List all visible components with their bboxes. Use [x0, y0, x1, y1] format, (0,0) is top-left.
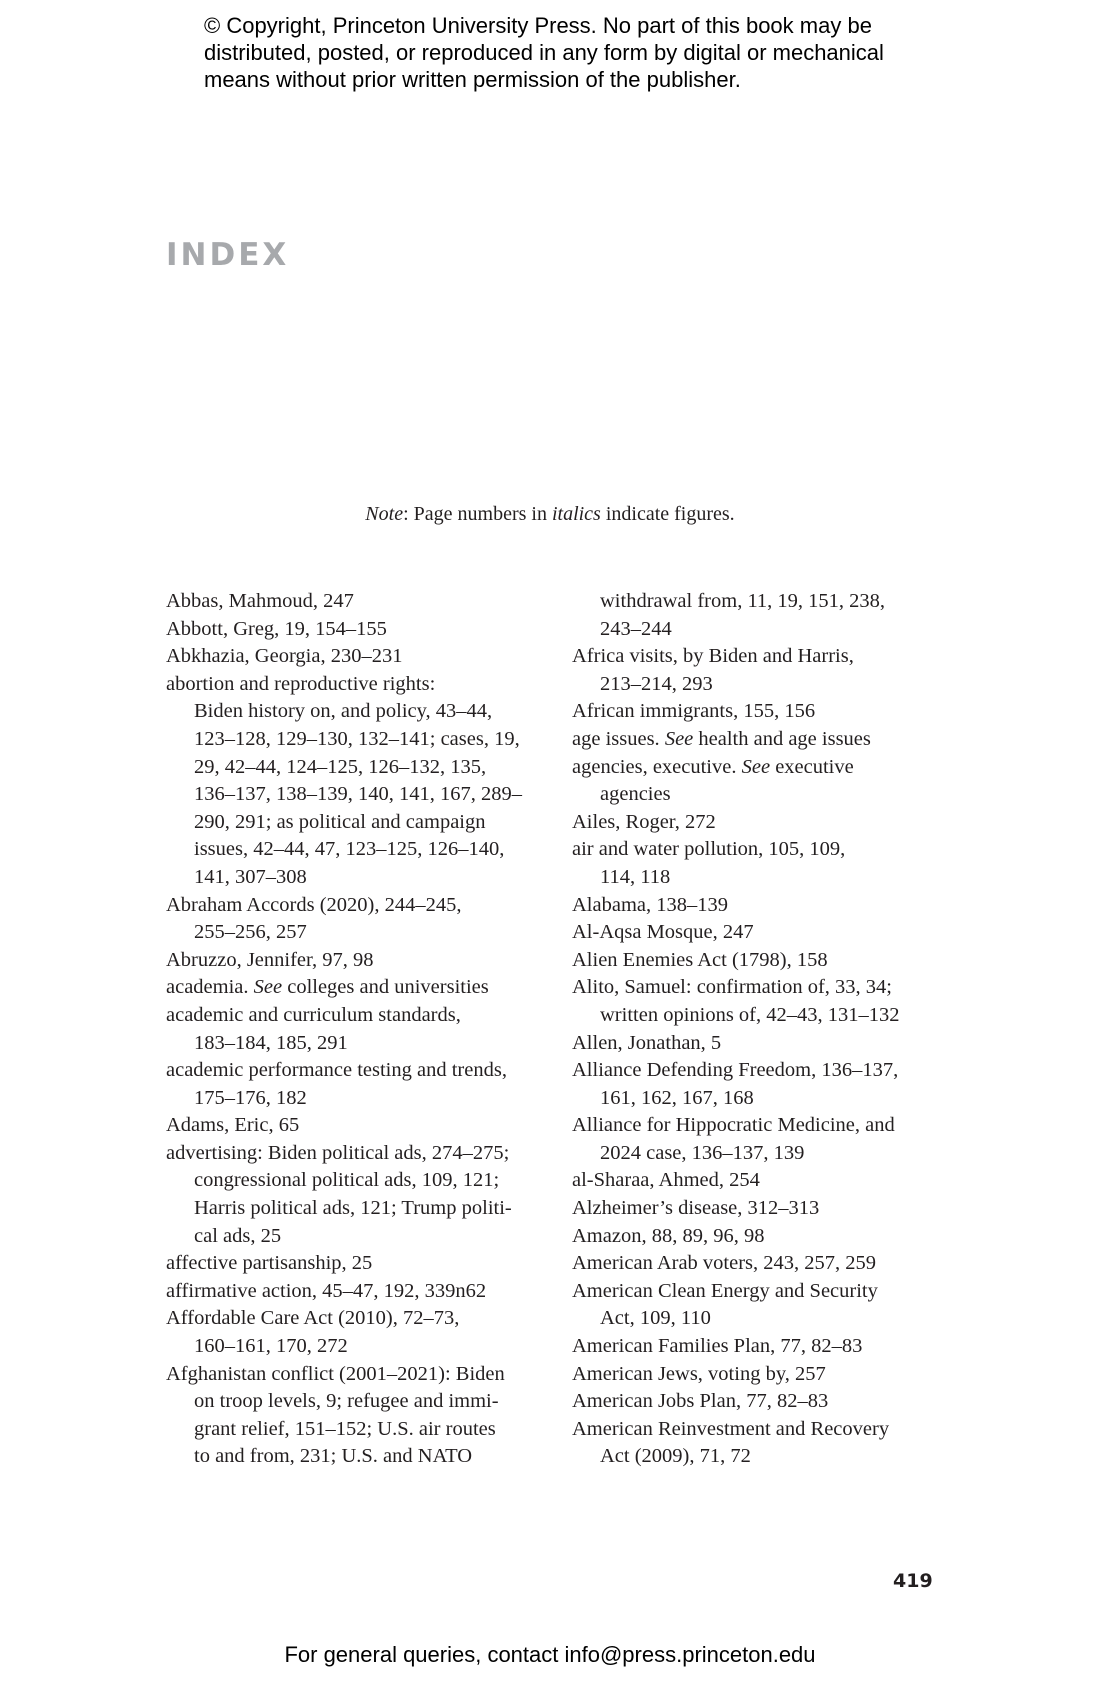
index-line: American Jobs Plan, 77, 82–83: [572, 1390, 829, 1413]
index-line: 29, 42–44, 124–125, 126–132, 135,: [194, 755, 487, 778]
index-line: African immigrants, 155, 156: [572, 700, 816, 723]
index-line: Abbas, Mahmoud, 247: [166, 590, 354, 612]
index-line: 213–214, 293: [600, 672, 713, 695]
index-line: abortion and reproductive rights:: [166, 672, 436, 695]
index-line: Alito, Samuel: confirmation of, 33, 34;: [572, 976, 892, 999]
index-column-left: [166, 588, 566, 1471]
index-line: 290, 291; as political and campaign: [194, 810, 486, 833]
note-text-before: : Page numbers in: [403, 503, 552, 525]
index-line: 141, 307–308: [194, 865, 307, 888]
index-line: Abkhazia, Georgia, 230–231: [166, 645, 403, 668]
index-line: affective partisanship, 25: [166, 1252, 373, 1275]
index-note: [0, 502, 1100, 526]
index-line: agencies, executive. See executive: [572, 755, 854, 778]
index-line: Alliance Defending Freedom, 136–137,: [572, 1059, 899, 1082]
page-number: 419: [893, 1570, 933, 1592]
index-line: Alzheimer’s disease, 312–313: [572, 1197, 820, 1220]
copyright-notice: [204, 12, 924, 93]
index-line: Afghanistan conflict (2001–2021): Biden: [166, 1362, 505, 1385]
index-line: written opinions of, 42–43, 131–132: [600, 1003, 900, 1026]
page-title: INDEX: [166, 237, 290, 273]
index-line: congressional political ads, 109, 121;: [194, 1169, 500, 1192]
index-line: American Clean Energy and Security: [572, 1279, 878, 1302]
index-line: Act (2009), 71, 72: [600, 1445, 751, 1468]
index-line: Biden history on, and policy, 43–44,: [194, 700, 493, 723]
index-line: 175–176, 182: [194, 1086, 307, 1109]
index-line: Alabama, 138–139: [572, 893, 728, 916]
index-line: Allen, Jonathan, 5: [572, 1031, 722, 1054]
index-line: Act, 109, 110: [600, 1307, 711, 1330]
index-line: affirmative action, 45–47, 192, 339n62: [166, 1279, 487, 1302]
index-line: Affordable Care Act (2010), 72–73,: [166, 1307, 460, 1330]
footer-contact: For general queries, contact info@press.princeton.edu: [284, 1642, 816, 1667]
index-line: 255–256, 257: [194, 921, 307, 944]
copyright-line: © Copyright, Princeton University Press. No part of this book may be: [204, 13, 872, 38]
index-line: al-Sharaa, Ahmed, 254: [572, 1169, 760, 1192]
index-line: Abraham Accords (2020), 244–245,: [166, 893, 462, 916]
index-line: American Reinvestment and Recovery: [572, 1417, 890, 1440]
note-text-after: indicate figures.: [600, 503, 735, 525]
index-line: withdrawal from, 11, 19, 151, 238,: [600, 590, 886, 612]
copyright-line: distributed, posted, or reproduced in any form by digital or mechanical: [204, 40, 884, 65]
index-line: Adams, Eric, 65: [166, 1114, 300, 1137]
index-line: academic and curriculum standards,: [166, 1003, 461, 1026]
index-line: 123–128, 129–130, 132–141; cases, 19,: [194, 727, 520, 750]
index-line: 183–184, 185, 291: [194, 1031, 348, 1054]
index-line: 243–244: [600, 617, 672, 640]
index-line: 161, 162, 167, 168: [600, 1086, 754, 1109]
index-line: Africa visits, by Biden and Harris,: [572, 645, 854, 668]
index-line: Alliance for Hippocratic Medicine, and: [572, 1114, 895, 1137]
index-line: academic performance testing and trends,: [166, 1059, 507, 1082]
index-line: American Jews, voting by, 257: [572, 1362, 826, 1385]
index-line: grant relief, 151–152; U.S. air routes: [194, 1417, 496, 1440]
index-line: 114, 118: [600, 865, 671, 888]
index-line: air and water pollution, 105, 109,: [572, 838, 846, 861]
index-line: Abruzzo, Jennifer, 97, 98: [166, 948, 374, 971]
index-line: Harris political ads, 121; Trump politi-: [194, 1197, 512, 1220]
index-line: American Families Plan, 77, 82–83: [572, 1335, 863, 1358]
index-line: to and from, 231; U.S. and NATO: [194, 1445, 473, 1468]
index-line: Abbott, Greg, 19, 154–155: [166, 617, 387, 640]
index-column-right: [572, 588, 992, 1471]
note-label: Note: [365, 503, 404, 525]
index-line: agencies: [600, 783, 671, 806]
index-line: Ailes, Roger, 272: [572, 810, 716, 833]
index-line: 136–137, 138–139, 140, 141, 167, 289–: [194, 783, 522, 806]
index-line: academia. See colleges and universities: [166, 976, 489, 999]
index-line: Alien Enemies Act (1798), 158: [572, 948, 828, 971]
index-line: 160–161, 170, 272: [194, 1335, 348, 1358]
index-line: cal ads, 25: [194, 1224, 282, 1247]
index-line: advertising: Biden political ads, 274–275;: [166, 1141, 510, 1164]
index-line: 2024 case, 136–137, 139: [600, 1141, 805, 1164]
note-italic-word: italics: [551, 503, 601, 525]
index-line: on troop levels, 9; refugee and immi-: [194, 1390, 499, 1413]
index-line: Al-Aqsa Mosque, 247: [572, 921, 754, 944]
index-line: age issues. See health and age issues: [572, 727, 871, 750]
index-line: issues, 42–44, 47, 123–125, 126–140,: [194, 838, 505, 861]
index-line: Amazon, 88, 89, 96, 98: [572, 1224, 765, 1247]
index-line: American Arab voters, 243, 257, 259: [572, 1252, 877, 1275]
copyright-line: means without prior written permission of the publisher.: [204, 67, 741, 92]
